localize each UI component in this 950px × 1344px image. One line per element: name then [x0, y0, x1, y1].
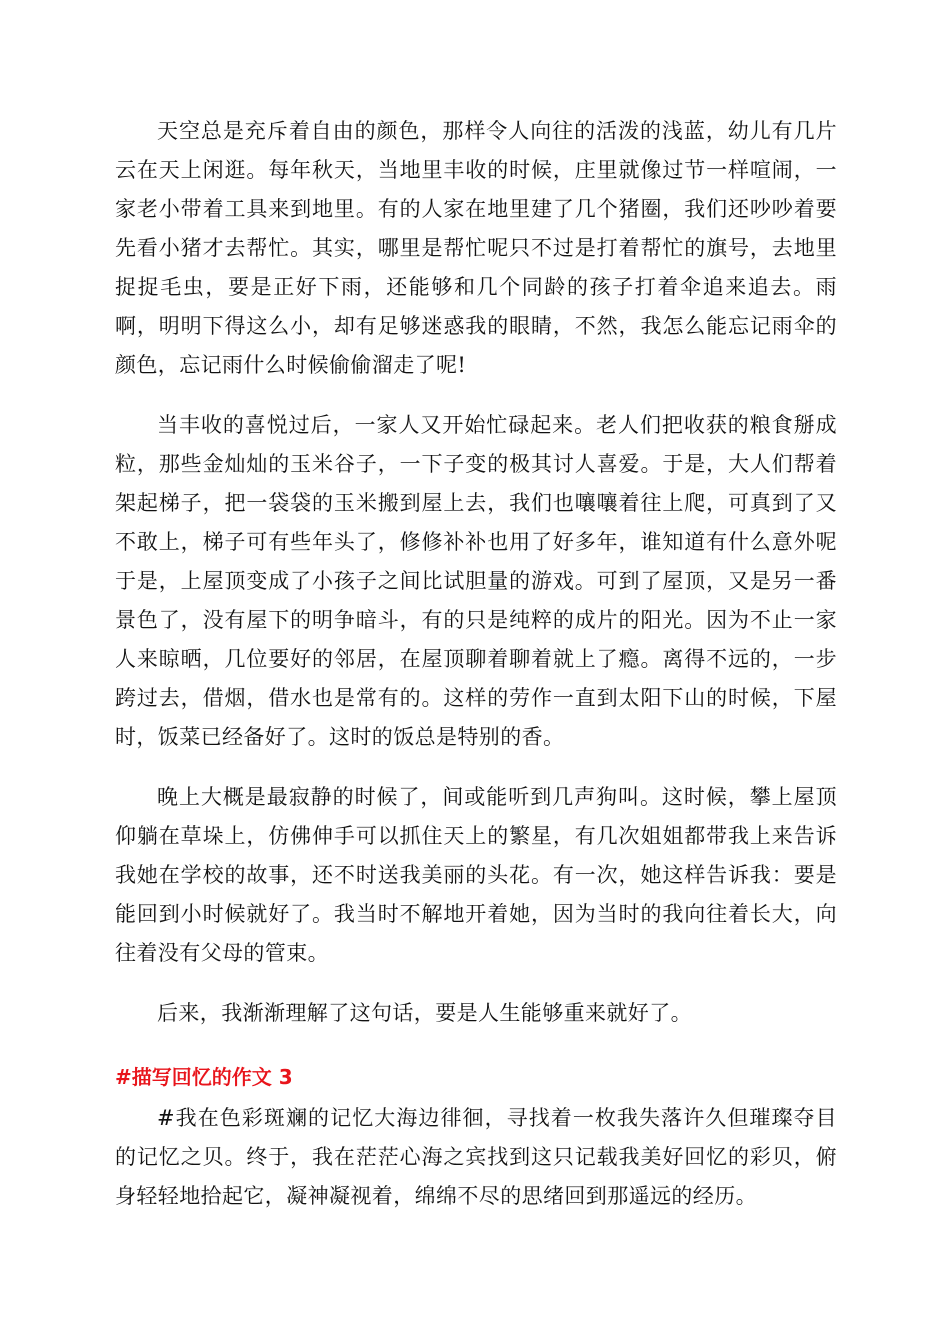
paragraph-3: 晚上大概是最寂静的时候了，间或能听到几声狗叫。这时候，攀上屋顶仰躺在草垛上，仿佛伸手可以抓住天上的繁星，有几次姐姐都带我上来告诉我她在学校的故事，还不时送我美丽的头花。有一次，她这样告诉我：要是能回到小时候就好了。我当时不解地开着她，因为当时的我向往着长大，向往着没有父母的管束。	[115, 785, 837, 965]
paragraph-1: 天空总是充斥着自由的颜色，那样令人向往的活泼的浅蓝，幼儿有几片云在天上闲逛。每年秋天，当地里丰收的时候，庄里就像过节一样喧闹，一家老小带着工具来到地里。有的人家在地里建了几个猪圈，我们还吵吵着要先看小猪才去帮忙。其实，哪里是帮忙呢只不过是打着帮忙的旗号，去地里捉捉毛虫，要是正好下雨，还能够和几个同龄的孩子打着伞追来追去。雨啊，明明下得这么小，却有足够迷惑我的眼睛，不然，我怎么能忘记雨伞的颜色，忘记雨什么时候偷偷溜走了呢!	[115, 119, 837, 377]
paragraph-4: 后来，我渐渐理解了这句话，要是人生能够重来就好了。	[157, 1001, 692, 1025]
paragraph-5: #我在色彩斑斓的记忆大海边徘徊，寻找着一枚我失落许久但璀璨夺目的记忆之贝。终于，我在茫茫心海之宾找到这只记载我美好回忆的彩贝，俯身轻轻地拾起它，凝神凝视着，绵绵不尽的思绪回到那遥远的经历。	[115, 1106, 837, 1208]
section-heading: #描写回忆的作文 3	[115, 1065, 293, 1089]
paragraph-2: 当丰收的喜悦过后，一家人又开始忙碌起来。老人们把收获的粮食掰成粒，那些金灿灿的玉米谷子，一下子变的极其讨人喜爱。于是，大人们帮着架起梯子，把一袋袋的玉米搬到屋上去，我们也嚷嚷着往上爬，可真到了又不敢上，梯子可有些年头了，修修补补也用了好多年，谁知道有什么意外呢于是，上屋顶变成了小孩子之间比试胆量的游戏。可到了屋顶，又是另一番景色了，没有屋下的明争暗斗，有的只是纯粹的成片的阳光。因为不止一家人来晾晒，几位要好的邻居，在屋顶聊着聊着就上了瘾。离得不远的，一步跨过去，借烟，借水也是常有的。这样的劳作一直到太阳下山的时候，下屋时，饭菜已经备好了。这时的饭总是特别的香。	[115, 413, 837, 749]
document-page	[115, 112, 837, 1216]
